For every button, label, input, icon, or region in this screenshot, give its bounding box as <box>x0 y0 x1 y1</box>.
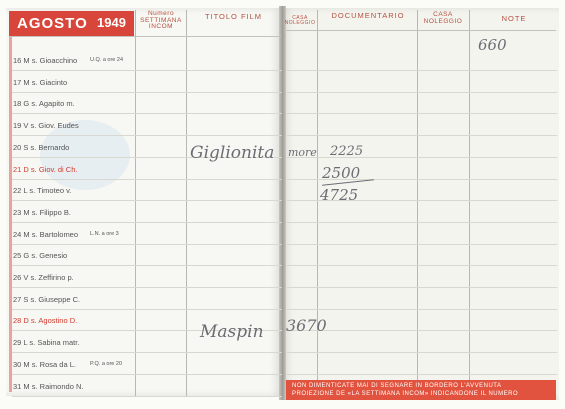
day-row: 18 G s. Agapito m. <box>13 99 75 109</box>
film-title-handwriting-2: Maspin <box>200 322 264 342</box>
row-rule <box>12 396 282 397</box>
row-rule <box>287 92 557 93</box>
day-row: 30 M s. Rosa da L. <box>13 359 76 369</box>
left-margin-stripe <box>9 36 12 392</box>
row-rule <box>287 352 557 353</box>
row-rule <box>12 70 282 71</box>
column-divider <box>417 10 418 382</box>
moon-phase-note: P.Q. a ore 20 <box>90 360 123 367</box>
calc-line-1: 2225 <box>330 144 364 159</box>
row-rule <box>12 135 282 136</box>
row-rule <box>287 222 557 223</box>
header-documentario: DOCUMENTARIO <box>331 11 405 20</box>
film-title-handwriting: Giglionita <box>190 143 275 163</box>
day-row: 31 M s. Raimondo N. <box>13 381 84 391</box>
day-row: 27 S s. Giuseppe C. <box>13 294 81 304</box>
value-handwriting: 3670 <box>286 316 327 335</box>
row-rule <box>12 352 282 353</box>
day-row: 26 V s. Zeffirino p. <box>13 273 74 282</box>
row-rule <box>287 309 557 310</box>
calc-line-2: 2500 <box>322 164 361 182</box>
header-note: NOTE <box>501 14 527 23</box>
header-casa-noleggio-right <box>418 12 468 25</box>
moon-phase-note: U.Q. a ore 24 <box>90 57 124 63</box>
row-rule <box>12 113 282 114</box>
row-rule <box>12 309 282 310</box>
day-row: 23 M s. Filippo B. <box>13 207 71 217</box>
day-row: 28 D s. Agostino D. <box>13 316 78 326</box>
row-rule <box>287 113 557 114</box>
row-rule <box>287 330 557 331</box>
right-page <box>282 8 559 400</box>
row-rule <box>287 374 557 375</box>
row-rule <box>287 135 557 136</box>
row-rule <box>287 265 557 266</box>
row-rule <box>287 244 557 245</box>
casa-handwriting: more <box>288 146 317 159</box>
column-divider <box>135 10 136 396</box>
header-numero-settimana <box>136 11 186 31</box>
column-divider <box>186 10 187 396</box>
banner-line-1: NON DIMENTICATE MAI DI SEGNARE IN BORDERO L'AVVENUTA <box>292 383 502 389</box>
calc-line-3: 4725 <box>320 186 359 204</box>
day-row: 24 M s. Bartolomeo <box>13 229 79 239</box>
note-handwriting: 660 <box>478 36 507 54</box>
header-titolo-film: TITOLO FILM <box>204 12 263 21</box>
row-rule <box>287 70 557 71</box>
banner-line-2: PROIEZIONE DE «LA SETTIMANA INCOM» INDICANDONE IL NUMERO <box>292 391 519 397</box>
header-numero-line3: INCOM <box>148 23 174 30</box>
moon-phase-note: L.N. a ore 3 <box>90 230 119 237</box>
day-row: 21 D s. Giov. di Ch. <box>13 164 78 174</box>
row-rule <box>12 179 282 180</box>
month-label: AGOSTO <box>17 15 88 32</box>
column-divider <box>469 10 470 382</box>
header-casa-noleggio-left <box>284 16 316 26</box>
day-row: 22 L s. Timoteo v. <box>13 186 72 196</box>
row-rule <box>12 287 282 288</box>
day-row: 25 G s. Genesio <box>13 251 68 261</box>
header-casa-right-line2: NOLEGGIO <box>423 17 463 25</box>
row-rule <box>287 157 557 158</box>
year-label: 1949 <box>97 15 126 30</box>
day-row: 19 V s. Giov. Eudes <box>13 121 79 131</box>
reminder-banner <box>286 380 556 400</box>
header-numero-line2: SETTIMANA <box>140 16 182 24</box>
row-rule <box>12 374 282 375</box>
header-casa-left-line2: NOLEGGIO <box>284 20 316 26</box>
row-rule <box>12 265 282 266</box>
row-rule <box>12 92 282 93</box>
header-rule <box>9 36 281 37</box>
day-row: 16 M s. Gioacchino <box>13 56 78 65</box>
header-numero-line1: Numero <box>147 10 175 17</box>
header-rule <box>286 30 556 31</box>
row-rule <box>12 222 282 223</box>
month-header <box>9 11 134 36</box>
day-row: 17 M s. Giacinto <box>13 77 68 87</box>
row-rule <box>287 287 557 288</box>
header-casa-left-line1: CASA <box>292 15 308 21</box>
day-row: 20 S s. Bernardo <box>13 142 70 152</box>
row-rule <box>12 244 282 245</box>
day-row: 29 L s. Sabina matr. <box>13 338 80 348</box>
header-casa-right-line1: CASA <box>433 11 453 18</box>
row-rule <box>12 200 282 201</box>
book-spine <box>279 6 286 400</box>
